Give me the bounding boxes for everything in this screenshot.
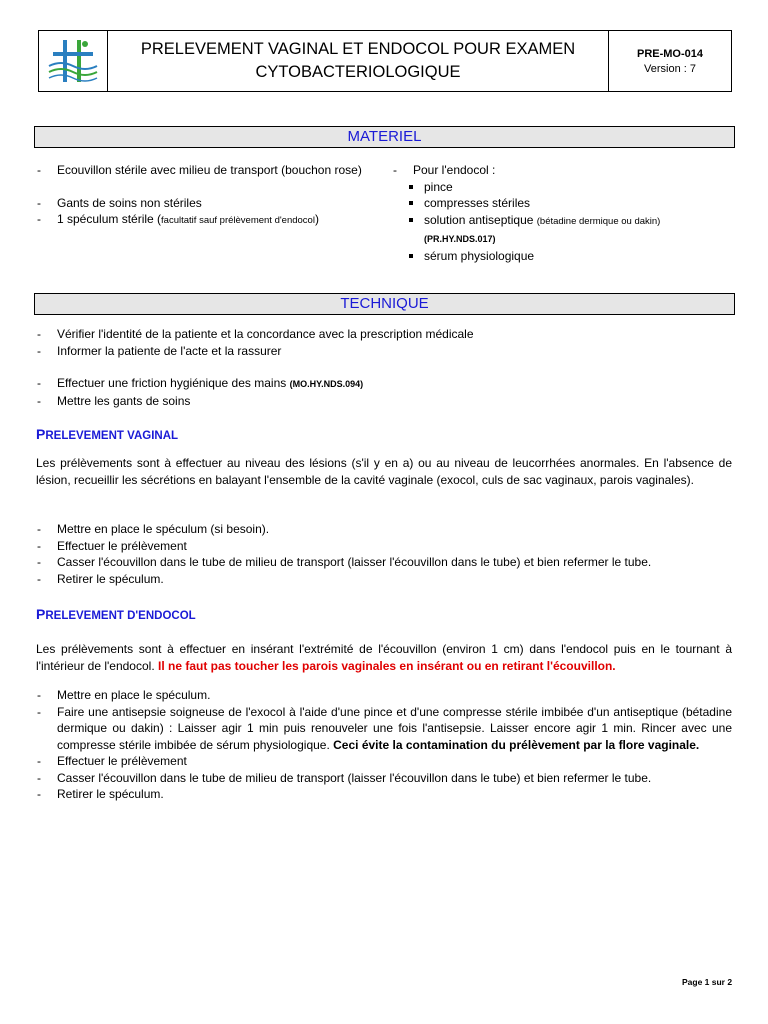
document-header — [38, 30, 732, 92]
vaginal-steps — [36, 521, 736, 587]
list-item: - Mettre en place le spéculum. — [36, 687, 732, 704]
list-item: sérum physiologique — [403, 248, 732, 265]
vaginal-heading: PRELEVEMENT VAGINAL — [36, 426, 179, 442]
document-title — [108, 31, 609, 91]
hospital-logo — [39, 31, 108, 91]
list-item: - Vérifier l'identité de la patiente et la concordance avec la prescription médicale — [36, 326, 736, 343]
list-item: - Retirer le spéculum. — [36, 571, 736, 588]
contamination-note: Ceci évite la contamination du prélèvement par la flore vaginale. — [333, 737, 700, 752]
technique-list — [36, 326, 736, 409]
list-item: - Casser l'écouvillon dans le tube de milieu de transport (laisser l'écouvillon dans le tube) et bien refermer le tube. — [36, 554, 736, 571]
title-line-1: PRELEVEMENT VAGINAL ET ENDOCOL POUR EXAMEN — [140, 40, 576, 58]
endocol-steps — [36, 687, 732, 803]
vaginal-paragraph: Les prélèvements sont à effectuer au niveau des lésions (s'il y en a) ou au niveau de leucorrhées anormales. En l'absence de lésion, recueillir les sécrétions en balayant l'ensemble de la cavité vaginale (exocol, culs de sac vaginaux, parois vaginales). — [36, 456, 732, 487]
list-item: - Informer la patiente de l'acte et la rassurer — [36, 343, 736, 360]
list-item: - Casser l'écouvillon dans le tube de milieu de transport (laisser l'écouvillon dans le tube) et bien refermer le tube. — [36, 770, 732, 787]
list-item: - Ecouvillon stérile avec milieu de transport (bouchon rose) — [36, 162, 366, 179]
materiel-left-list — [36, 162, 366, 230]
endocol-warning: Il ne faut pas toucher les parois vaginales en insérant ou en retirant l'écouvillon. — [158, 658, 616, 673]
logo-icon — [45, 36, 101, 86]
list-item: - Gants de soins non stériles — [36, 195, 366, 212]
list-item: - Faire une antisepsie soigneuse de l'exocol à l'aide d'une pince et d'une compresse stérile imbibée d'un antiseptique (bétadine dermique ou dakin) : Laisser agir 1 min puis renouveler une fois l'antisepsie. Laisser encore agir 1 min. Rincer avec une compresse stérile imbibée de sérum physiologique. Ceci évite la contamination du prélèvement par la flore vaginale. — [36, 704, 732, 754]
antiseptic-note: (bétadine dermique ou dakin) — [536, 215, 661, 227]
list-item: - Effectuer une friction hygiénique des mains (MO.HY.NDS.094) — [36, 375, 736, 393]
document-version: Version : 7 — [644, 62, 696, 75]
antiseptic-ref: (PR.HY.NDS.017) — [424, 234, 496, 244]
list-item: - 1 spéculum stérile (facultatif sauf prélèvement d'endocol) — [36, 211, 366, 230]
page-number: Page 1 sur 2 — [682, 977, 733, 987]
endocol-paragraph: Les prélèvements sont à effectuer en insérant l'extrémité de l'écouvillon (environ 1 cm) dans l'endocol puis en le tournant à l'intérieur de l'endocol. Il ne faut pas toucher les parois vaginales en insérant ou en retirant l'écouvillon. — [36, 642, 732, 673]
list-item: - Pour l'endocol : — [392, 162, 732, 179]
document-code: PRE-MO-014 — [636, 47, 704, 60]
list-item: - Effectuer le prélèvement — [36, 538, 736, 555]
list-item: - Retirer le spéculum. — [36, 786, 732, 803]
list-item: solution antiseptique (bétadine dermique ou dakin) (PR.HY.NDS.017) — [403, 212, 732, 248]
title-line-2: CYTOBACTERIOLOGIQUE — [255, 63, 461, 81]
friction-ref: (MO.HY.NDS.094) — [289, 379, 364, 389]
materiel-right-list — [392, 162, 732, 264]
list-item: - Effectuer le prélèvement — [36, 753, 732, 770]
list-item: - Mettre les gants de soins — [36, 393, 736, 410]
list-item: - Mettre en place le spéculum (si besoin). — [36, 521, 736, 538]
materiel-heading: MATERIEL — [34, 126, 735, 148]
endocol-heading: PRELEVEMENT D'ENDOCOL — [36, 606, 196, 622]
speculum-note: facultatif sauf prélèvement d'endocol — [161, 215, 315, 226]
technique-heading: TECHNIQUE — [34, 293, 735, 315]
list-item: pince — [403, 179, 732, 196]
list-item: compresses stériles — [403, 195, 732, 212]
document-reference — [609, 31, 731, 91]
